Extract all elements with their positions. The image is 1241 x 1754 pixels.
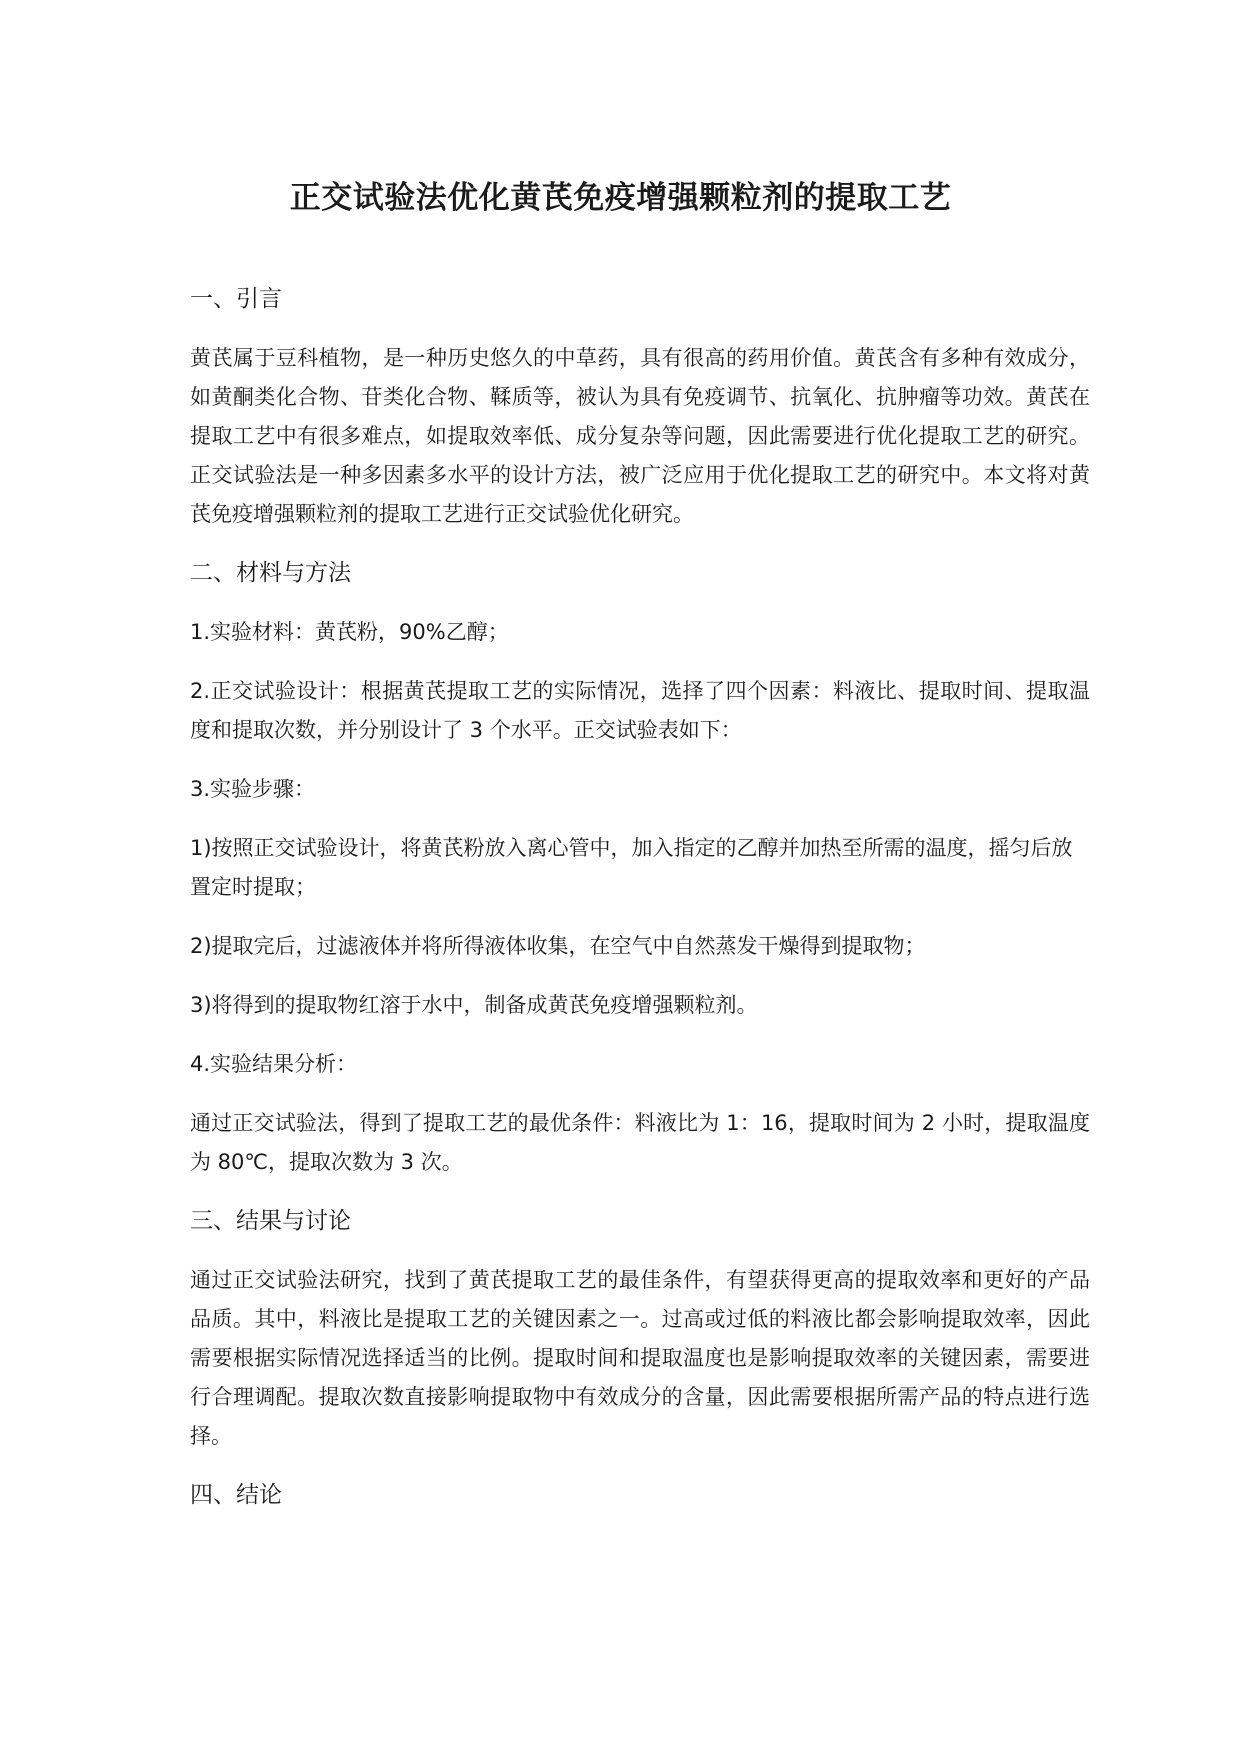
- step-3: 3)将得到的提取物红溶于水中，制备成黄芪免疫增强颗粒剂。: [190, 993, 758, 1017]
- discussion-paragraph: 通过正交试验法研究，找到了黄芪提取工艺的最佳条件，有望获得更高的提取效率和更好的产品品质。其中，料液比是提取工艺的关键因素之一。过高或过低的料液比都会影响提取效率，因此需要根据实际情况选择适当的比例。提取时间和提取温度也是影响提取效率的关键因素，需要进行合理调配。提取次数直接影响提取物中有效成分的含量，因此需要根据所需产品的特点进行选择。: [190, 1268, 1090, 1448]
- introduction-paragraph: 黄芪属于豆科植物，是一种历史悠久的中草药，具有很高的药用价值。黄芪含有多种有效成分，如黄酮类化合物、苷类化合物、鞣质等，被认为具有免疫调节、抗氧化、抗肿瘤等功效。黄芪在提取工艺中有很多难点，如提取效率低、成分复杂等问题，因此需要进行优化提取工艺的研究。正交试验法是一种多因素多水平的设计方法，被广泛应用于优化提取工艺的研究中。本文将对黄芪免疫增强颗粒剂的提取工艺进行正交试验优化研究。: [190, 346, 1090, 526]
- orthogonal-design-item: 2.正交试验设计：根据黄芪提取工艺的实际情况，选择了四个因素：料液比、提取时间、提取温度和提取次数，并分别设计了 3 个水平。正交试验表如下：: [190, 679, 1090, 742]
- materials-item: 1.实验材料：黄芪粉，90%乙醇；: [190, 620, 509, 644]
- results-analysis-item: 4.实验结果分析：: [190, 1052, 358, 1076]
- step-2: 2)提取完后，过滤液体并将所得液体收集，在空气中自然蒸发干燥得到提取物；: [190, 934, 926, 958]
- document-title: 正交试验法优化黄芪免疫增强颗粒剂的提取工艺: [289, 180, 952, 216]
- experiment-steps-item: 3.实验步骤：: [190, 777, 316, 801]
- section-heading-results-discussion: 三、结果与讨论: [190, 1208, 351, 1234]
- step-1: 1)按照正交试验设计，将黄芪粉放入离心管中，加入指定的乙醇并加热至所需的温度，摇匀后放置定时提取；: [190, 836, 1073, 899]
- section-heading-introduction: 一、引言: [190, 286, 282, 312]
- optimal-conditions-paragraph: 通过正交试验法，得到了提取工艺的最优条件：料液比为 1：16，提取时间为 2 小时，提取温度为 80℃，提取次数为 3 次。: [190, 1111, 1090, 1174]
- section-heading-materials-methods: 二、材料与方法: [190, 560, 351, 586]
- section-heading-conclusion: 四、结论: [190, 1482, 282, 1508]
- document-body: [190, 280, 1090, 1535]
